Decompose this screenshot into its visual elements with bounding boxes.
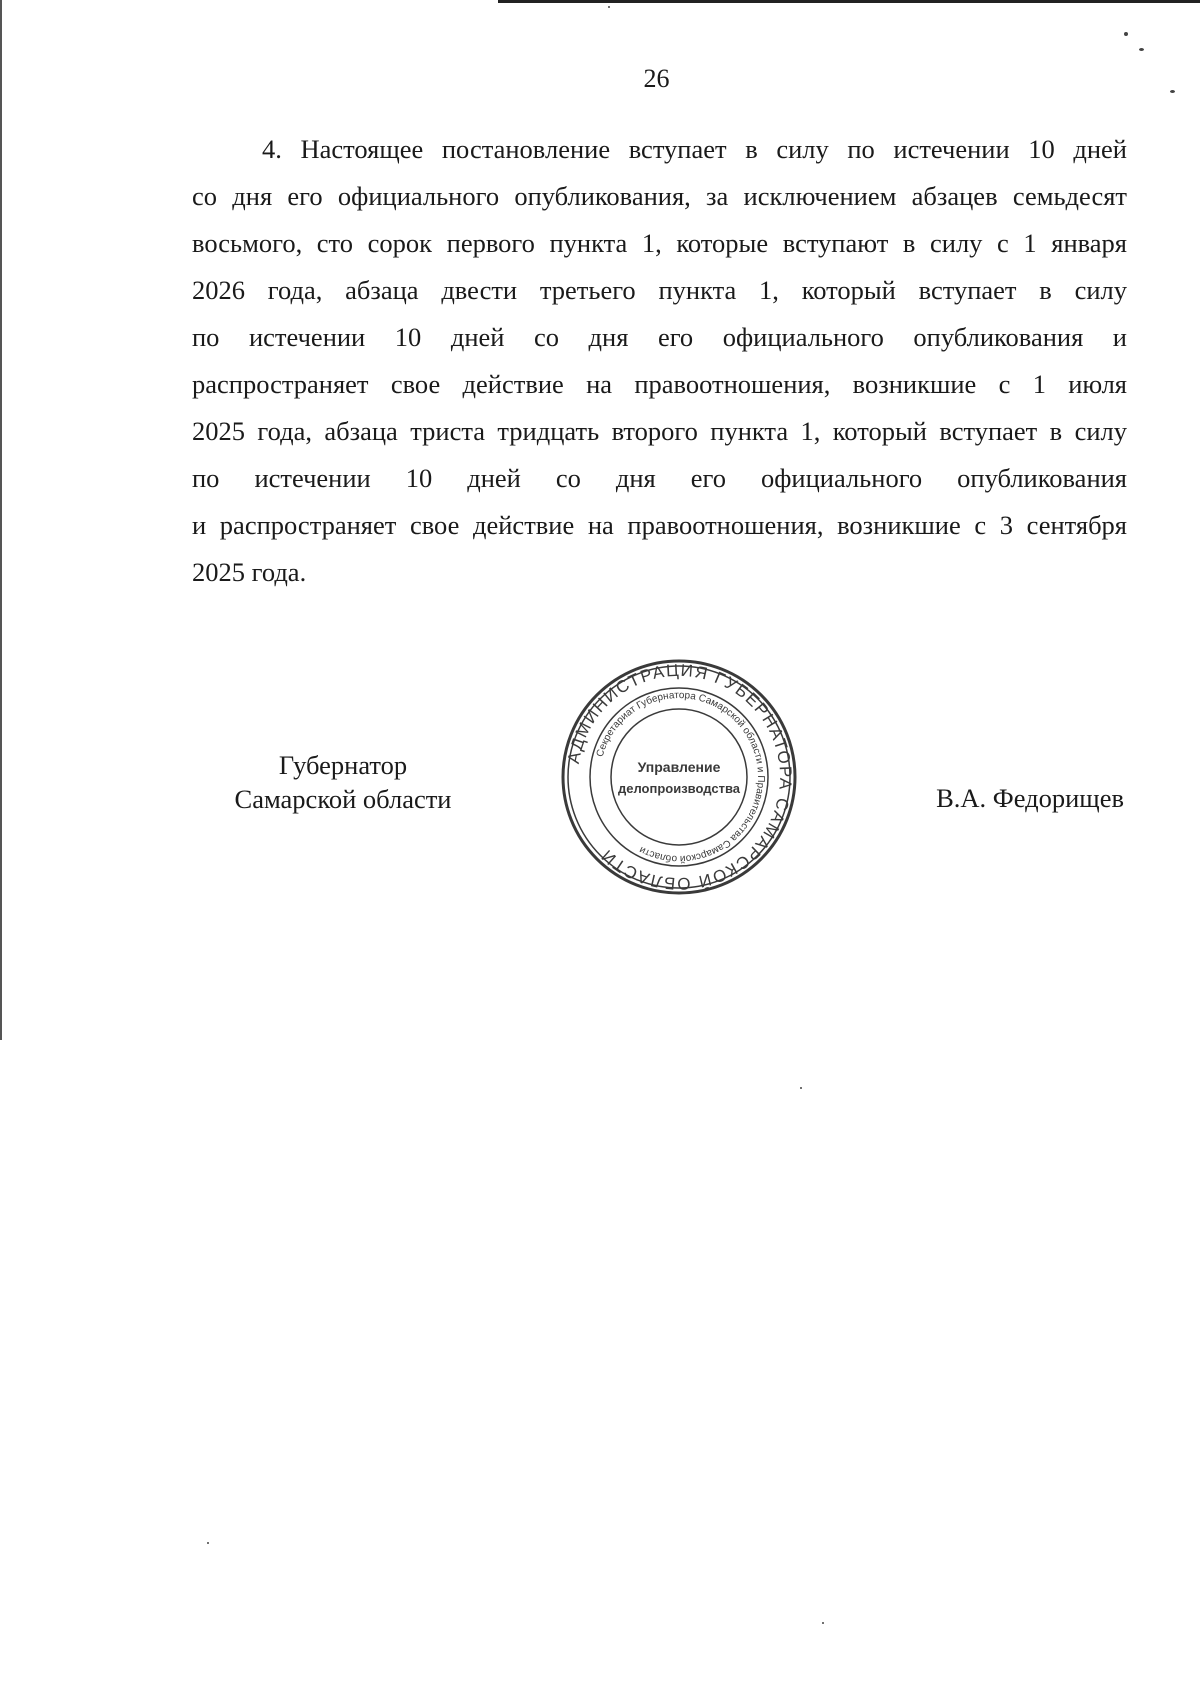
signatory-title-line1: Губернатор (278, 750, 408, 780)
stamp-center-line1: Управление (637, 759, 721, 775)
paragraph-line: по истечении 10 дней со дня его официального опубликования (192, 463, 1127, 493)
paragraph-line: по истечении 10 дней со дня его официального опубликования и (192, 322, 1127, 352)
signatory-title-line2: Самарской области (234, 784, 452, 814)
signatory-title (203, 748, 483, 816)
stamp-inner-text: Секретариат Губернатора Самарской области и Правительства Самарской области (594, 689, 767, 865)
page-number: 26 (643, 64, 670, 93)
document-paragraph (192, 126, 1127, 596)
official-stamp (560, 658, 798, 896)
scan-speck (822, 1622, 824, 1624)
scan-speck (207, 1542, 209, 1544)
stamp-center-line2: делопроизводства (617, 781, 741, 796)
scan-edge-left (0, 0, 2, 1040)
paragraph-line: распространяет свое действие на правоотношения, возникшие с 1 июля (192, 369, 1127, 399)
scan-speck (1170, 90, 1175, 93)
paragraph-line: 2025 года, абзаца триста тридцать второго пункта 1, который вступает в силу (192, 416, 1127, 446)
scan-edge-top (498, 0, 1200, 3)
paragraph-line: и распространяет свое действие на правоотношения, возникшие с 3 сентября (192, 510, 1127, 540)
stamp-outer-text: АДМИНИСТРАЦИЯ ГУБЕРНАТОРА САМАРСКОЙ ОБЛАСТИ (563, 660, 796, 894)
signatory-name: В.А. Федорищев (936, 783, 1124, 813)
scan-speck (1124, 32, 1128, 36)
scan-speck (1139, 48, 1144, 51)
scan-speck (608, 6, 610, 8)
paragraph-line: со дня его официального опубликования, за исключением абзацев семьдесят (192, 181, 1127, 211)
paragraph-line: 2026 года, абзаца двести третьего пункта 1, который вступает в силу (192, 275, 1127, 305)
paragraph-line: восьмого, сто сорок первого пункта 1, которые вступают в силу с 1 января (192, 228, 1127, 258)
paragraph-line: 2025 года. (192, 557, 307, 587)
paragraph-line: 4. Настоящее постановление вступает в силу по истечении 10 дней (262, 134, 1127, 164)
scan-speck (800, 1087, 802, 1089)
